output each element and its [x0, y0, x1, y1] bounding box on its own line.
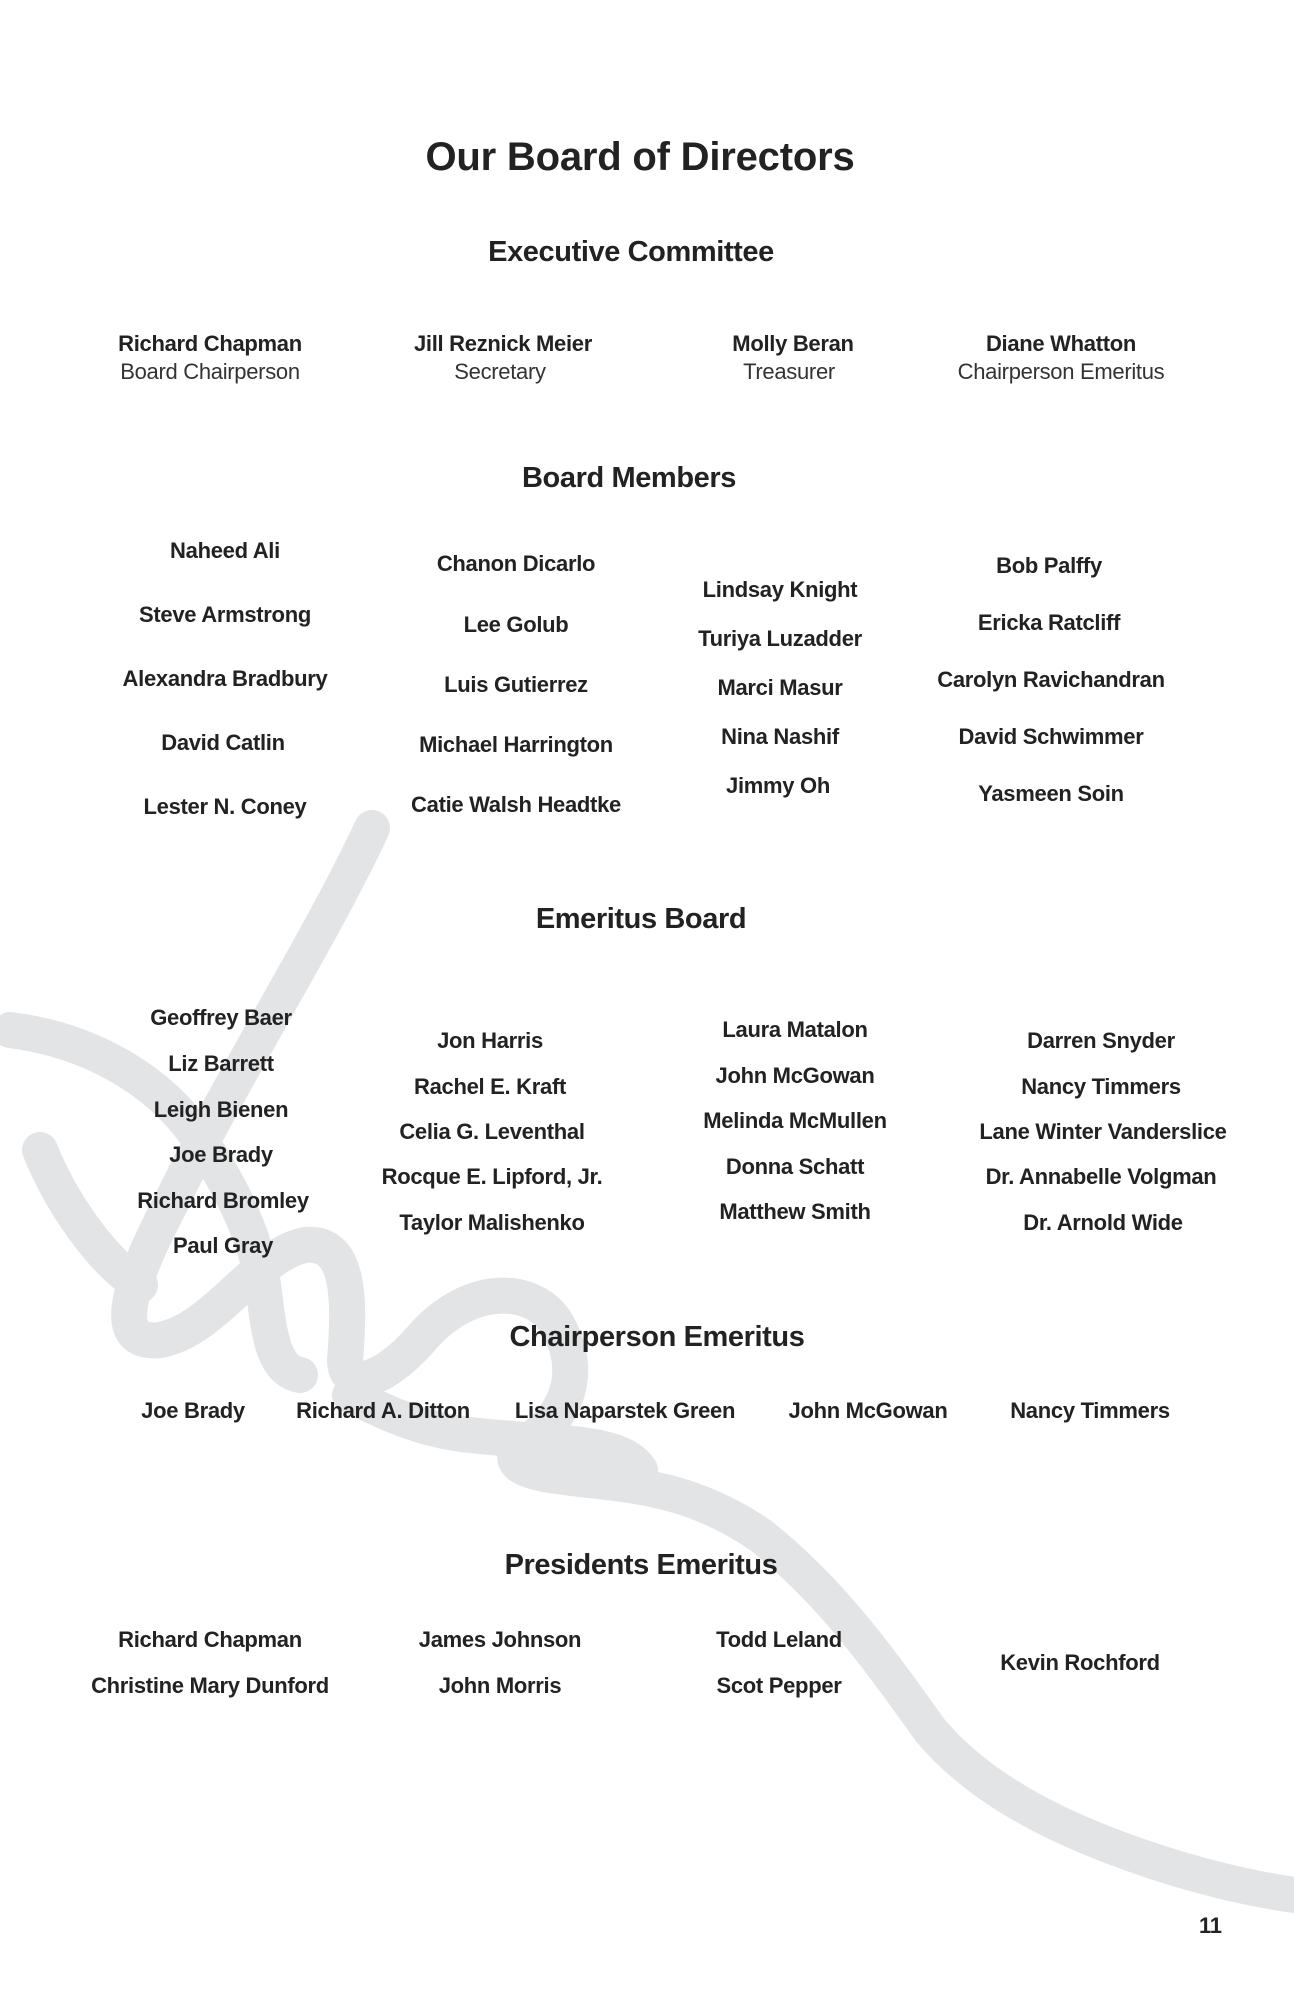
- swirl-stroke-lower: [40, 1150, 140, 1285]
- page-title: Our Board of Directors: [425, 135, 855, 179]
- chairperson-emeritus-name: Richard A. Ditton: [296, 1398, 470, 1423]
- emeritus-member-name: Jon Harris: [437, 1028, 543, 1053]
- chairperson-emeritus-name: Lisa Naparstek Green: [514, 1398, 736, 1423]
- emeritus-member-name: Lane Winter Vanderslice: [979, 1119, 1227, 1144]
- emeritus-member-name: Nancy Timmers: [1021, 1074, 1181, 1099]
- president-emeritus-name: Todd Leland: [716, 1627, 842, 1652]
- emeritus-member-name: Taylor Malishenko: [399, 1210, 585, 1235]
- board-member-name: Lester N. Coney: [143, 794, 307, 819]
- president-emeritus-name: Scot Pepper: [716, 1673, 842, 1698]
- president-emeritus-name: James Johnson: [418, 1627, 582, 1652]
- board-member-name: David Schwimmer: [958, 724, 1144, 749]
- chairperson-emeritus-name: John McGowan: [788, 1398, 948, 1423]
- president-emeritus-name: Kevin Rochford: [1000, 1650, 1160, 1675]
- emeritus-member-name: Liz Barrett: [168, 1051, 274, 1076]
- emeritus-member-name: Darren Snyder: [1027, 1028, 1175, 1053]
- member-name: Molly Beran: [732, 331, 854, 356]
- emeritus-member-name: Dr. Annabelle Volgman: [985, 1164, 1217, 1189]
- board-member-name: Bob Palffy: [996, 553, 1102, 578]
- emeritus-member-name: Laura Matalon: [722, 1017, 868, 1042]
- board-member-name: Naheed Ali: [170, 538, 280, 563]
- section-heading-chairperson-emeritus: Chairperson Emeritus: [509, 1321, 805, 1353]
- section-heading-emeritus-board: Emeritus Board: [535, 903, 747, 935]
- emeritus-member-name: Donna Schatt: [725, 1154, 865, 1179]
- section-heading-presidents-emeritus: Presidents Emeritus: [504, 1549, 778, 1581]
- board-member-name: Alexandra Bradbury: [122, 666, 328, 691]
- emeritus-member-name: Rocque E. Lipford, Jr.: [381, 1164, 603, 1189]
- page-number: 11: [1199, 1913, 1222, 1938]
- emeritus-member-name: John McGowan: [715, 1063, 875, 1088]
- emeritus-member-name: Rachel E. Kraft: [414, 1074, 566, 1099]
- board-member-name: Lee Golub: [463, 612, 569, 637]
- member-role: Chairperson Emeritus: [957, 359, 1165, 384]
- president-emeritus-name: Richard Chapman: [118, 1627, 302, 1652]
- member-role: Board Chairperson: [120, 359, 300, 384]
- board-member-name: Yasmeen Soin: [978, 781, 1124, 806]
- board-member-name: David Catlin: [161, 730, 285, 755]
- emeritus-member-name: Dr. Arnold Wide: [1023, 1210, 1183, 1235]
- board-member-name: Lindsay Knight: [702, 577, 858, 602]
- president-emeritus-name: Christine Mary Dunford: [91, 1673, 329, 1698]
- emeritus-member-name: Joe Brady: [169, 1142, 273, 1167]
- emeritus-member-name: Leigh Bienen: [153, 1097, 289, 1122]
- chairperson-emeritus-name: Nancy Timmers: [1010, 1398, 1170, 1423]
- president-emeritus-name: John Morris: [438, 1673, 562, 1698]
- board-member-name: Ericka Ratcliff: [977, 610, 1121, 635]
- board-member-name: Marci Masur: [717, 675, 843, 700]
- section-heading-board-members: Board Members: [522, 462, 736, 494]
- board-member-name: Turiya Luzadder: [698, 626, 862, 651]
- board-member-name: Michael Harrington: [419, 732, 613, 757]
- emeritus-member-name: Richard Bromley: [137, 1188, 309, 1213]
- board-member-name: Carolyn Ravichandran: [937, 667, 1165, 692]
- board-member-name: Nina Nashif: [721, 724, 839, 749]
- member-name: Diane Whatton: [985, 331, 1137, 356]
- member-name: Jill Reznick Meier: [413, 331, 593, 356]
- section-heading-executive-committee: Executive Committee: [488, 236, 774, 268]
- emeritus-member-name: Melinda McMullen: [703, 1108, 887, 1133]
- member-role: Treasurer: [743, 359, 835, 384]
- emeritus-member-name: Paul Gray: [172, 1233, 274, 1258]
- board-member-name: Catie Walsh Headtke: [411, 792, 621, 817]
- chairperson-emeritus-name: Joe Brady: [141, 1398, 245, 1423]
- member-role: Secretary: [454, 359, 546, 384]
- board-member-name: Luis Gutierrez: [444, 672, 588, 697]
- emeritus-member-name: Geoffrey Baer: [150, 1005, 292, 1030]
- board-member-name: Jimmy Oh: [726, 773, 830, 798]
- emeritus-member-name: Matthew Smith: [719, 1199, 871, 1224]
- member-name: Richard Chapman: [118, 331, 302, 356]
- board-member-name: Chanon Dicarlo: [436, 551, 596, 576]
- emeritus-member-name: Celia G. Leventhal: [399, 1119, 585, 1144]
- board-member-name: Steve Armstrong: [139, 602, 311, 627]
